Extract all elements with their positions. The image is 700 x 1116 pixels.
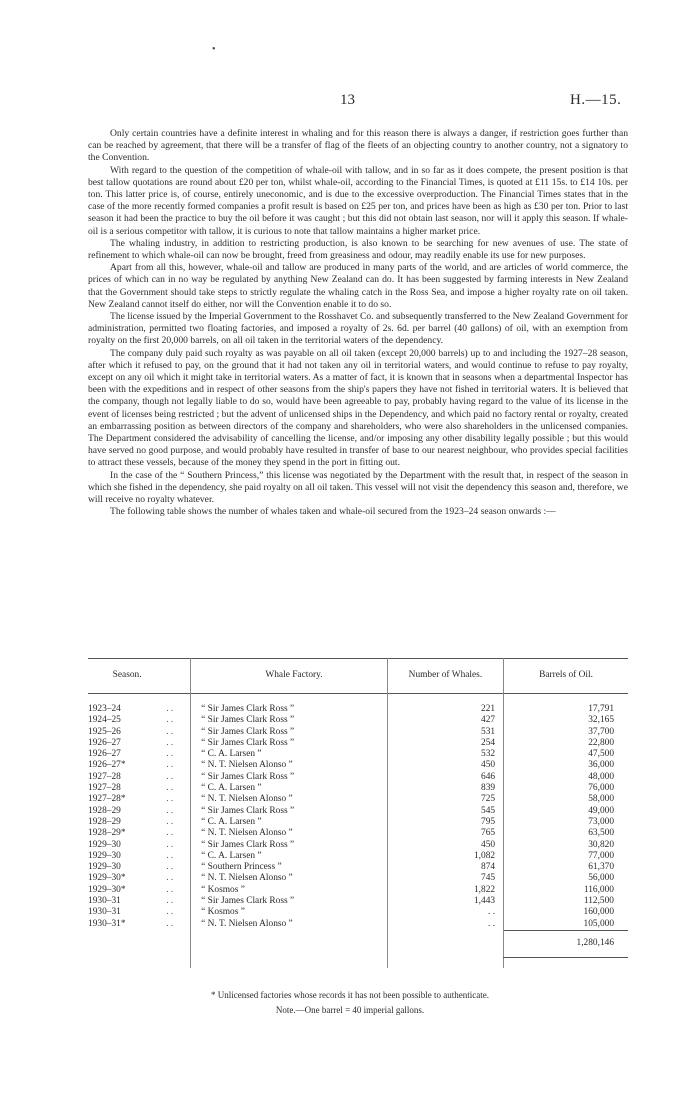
season-dots: . . [166,873,174,884]
whales-cell: . . [387,907,503,918]
season-cell: 1928–29 [88,805,121,816]
table-row [88,794,628,805]
factory-header: Whale Factory. [191,659,388,694]
barrels-cell: 76,000 [504,783,628,794]
table-row [88,760,628,771]
whales-cell: 221 [387,704,503,715]
season-dots: . . [166,805,174,816]
spacer-cell [387,694,503,705]
tail-cell [166,957,190,968]
total-spacer [166,930,190,957]
table-row [88,806,628,817]
spacer-cell [191,694,388,705]
barrels-cell: 63,500 [504,828,628,839]
season-dots: . . [166,704,174,714]
barrels-cell: 73,000 [504,817,628,828]
paragraph: The license issued by the Imperial Government to the Rosshavet Co. and subsequently transferred to the New Zealand Government for administration, permitted two floating factories, and imposed a royalty of 2s. 6d. per barrel (40 gallons) of oil, with an exemption from royalty on the first 20,000 barrels, on all oil taken in the territorial waters of the dependency. [88,311,628,347]
barrels-cell: 47,500 [504,749,628,760]
whales-cell: . . [387,919,503,931]
whales-cell: 1,822 [387,885,503,896]
season-dots: . . [166,918,174,929]
season-cell: 1929–30 [88,850,121,861]
factory-cell: “ N. T. Nielsen Alonso ” [191,760,388,771]
factory-cell: “ N. T. Nielsen Alonso ” [191,919,388,931]
spacer-cell [166,694,190,705]
season-cell: 1930–31* [88,918,126,929]
season-cell: 1928–29* [88,828,126,839]
whales-cell: 765 [387,828,503,839]
paragraph: Apart from all this, however, whale-oil and tallow are produced in many parts of the world, and are articles of world commerce, the prices of which can in no way be regulated by anything New Zealand can do. It has been suggested by farming interests in New Zealand that the Government should take steps to strictly regulate the whaling catch in the Ross Sea, and impose a higher royalty rate on oil taken. New Zealand cannot itself do either, nor will the Convention enable it to do so. [88,262,628,310]
tail-cell [387,957,503,968]
barrels-cell: 112,500 [504,896,628,907]
barrels-cell: 17,791 [504,704,628,715]
paper-reference: H.—15. [570,92,622,108]
factory-cell: “ C. A. Larsen ” [191,851,388,862]
season-dots: . . [166,749,174,760]
barrels-cell: 77,000 [504,851,628,862]
table-row [88,727,628,738]
note: Note.—One barrel = 40 imperial gallons. [275,1005,425,1015]
total-spacer [191,930,388,957]
barrels-cell: 61,370 [504,862,628,873]
whales-cell: 874 [387,862,503,873]
barrels-cell: 116,000 [504,885,628,896]
factory-cell: “ Kosmos ” [191,885,388,896]
whales-cell: 450 [387,840,503,851]
paragraph: With regard to the question of the competition of whale-oil with tallow, and in so far as it does compete, the present position is that best tallow quotations are round about £20 per ton, whilst whale-oil, according to the Financial Times, is quoted at £11 15s. to £14 10s. per ton. This latter price is, of course, entirely uneconomic, and is due to the excessive overproduction. The Financial Times states that in the case of the more recently formed companies a profit result is based on £25 per ton, and prices have been as high as £30 per ton. Prior to last season it had been the practice to buy the oil before it was caught ; but this did not obtain last season, nor will it apply this season. If whale-oil is a serious competitor with tallow, it is curious to note that tallow maintains a higher market price. [88,164,628,237]
table-row [88,738,628,749]
season-cell: 1924–25 [88,715,121,726]
table-row [88,772,628,783]
paragraph: In the case of the “ Southern Princess,” this license was negotiated by the Department with the result that, in respect of the season in which she fished in the dependency, she paid royalty on all oil taken. This vessel will not visit the dependency this season and, therefore, we will receive no royalty whatever. [88,469,628,506]
barrels-cell: 36,000 [504,760,628,771]
season-header: Season. [112,670,142,681]
body-text [88,128,628,519]
table-row [88,873,628,884]
table-row [88,862,628,873]
barrels-header: Barrels of Oil. [504,659,628,694]
season-cell: 1929–30 [88,839,121,850]
tail-cell [504,957,628,968]
page-header [0,92,700,112]
table-row [88,851,628,862]
total-row [88,930,628,957]
barrels-cell: 48,000 [504,772,628,783]
season-dots: . . [166,896,174,907]
factory-cell: “ Sir James Clark Ross ” [191,806,388,817]
table-row [88,704,628,715]
whales-cell: 450 [387,760,503,771]
table-row [88,783,628,794]
barrels-cell: 160,000 [504,907,628,918]
barrels-cell: 22,800 [504,738,628,749]
whales-cell: 1,082 [387,851,503,862]
barrels-cell: 56,000 [504,873,628,884]
table-row [88,749,628,760]
table-body [88,694,628,968]
whales-cell: 795 [387,817,503,828]
season-cell: 1929–30 [88,862,121,873]
factory-cell: “ Sir James Clark Ross ” [191,772,388,783]
header-spacer [166,659,190,694]
season-dots: . . [166,726,174,737]
table-row [88,919,628,931]
factory-cell: “ C. A. Larsen ” [191,817,388,828]
factory-cell: “ Kosmos ” [191,907,388,918]
season-cell: 1926–27 [88,749,121,760]
barrels-cell: 37,700 [504,727,628,738]
season-dots: . . [166,907,174,918]
season-cell: 1929–30* [88,873,126,884]
season-dots: . . [166,737,174,748]
table-tail-row [88,957,628,968]
season-dots: . . [166,816,174,827]
table-row [88,885,628,896]
table-spacer-row [88,694,628,705]
barrels-cell: 49,000 [504,806,628,817]
factory-cell: “ N. T. Nielsen Alonso ” [191,873,388,884]
season-dots: . . [166,839,174,850]
season-cell: 1926–27* [88,760,126,771]
season-dots: . . [166,850,174,861]
season-cell: 1927–28 [88,771,121,782]
table-row [88,907,628,918]
season-dots: . . [166,884,174,895]
tail-cell [88,957,166,968]
factory-cell: “ Sir James Clark Ross ” [191,738,388,749]
factory-cell: “ N. T. Nielsen Alonso ” [191,794,388,805]
page-number: 13 [340,92,355,108]
barrels-cell: 30,820 [504,840,628,851]
whales-cell: 1,443 [387,896,503,907]
spacer-cell [88,694,166,705]
factory-cell: “ Sir James Clark Ross ” [191,840,388,851]
whales-cell: 545 [387,806,503,817]
whales-header: Number of Whales. [387,659,503,694]
season-cell: 1926–27 [88,737,121,748]
season-dots: . . [166,828,174,839]
season-dots: . . [166,783,174,794]
whales-cell: 532 [387,749,503,760]
whales-cell: 427 [387,715,503,726]
season-cell: 1925–26 [88,726,121,737]
whaling-data-table [88,658,628,968]
factory-cell: “ Sir James Clark Ross ” [191,727,388,738]
factory-cell: “ N. T. Nielsen Alonso ” [191,828,388,839]
season-cell: 1927–28* [88,794,126,805]
season-dots: . . [166,862,174,873]
table-row [88,896,628,907]
season-dots: . . [166,715,174,726]
season-cell: 1923–24 [88,704,121,714]
paragraph: Only certain countries have a definite interest in whaling and for this reason there is always a danger, if restriction goes further than can be reached by agreement, that there will be a transfer of flag of the fleets of an objecting country to another country, not a signatory to the Convention. [88,128,628,164]
whales-cell: 254 [387,738,503,749]
tail-cell [191,957,388,968]
season-cell: 1930–31 [88,907,121,918]
paragraph: The whaling industry, in addition to restricting production, is also known to be searching for new avenues of use. The state of refinement to which whale-oil can now be brought, freed from greasiness and odour, may readily enable its use for new purposes. [88,237,628,262]
footnote: * Unlicensed factories whose records it has not been possible to authenticate. [211,990,489,1000]
factory-cell: “ Sir James Clark Ross ” [191,704,388,715]
season-cell: 1927–28 [88,783,121,794]
factory-cell: “ C. A. Larsen ” [191,783,388,794]
factory-cell: “ Sir James Clark Ross ” [191,715,388,726]
season-dots: . . [166,771,174,782]
season-dots: . . [166,794,174,805]
season-dots: . . [166,760,174,771]
season-cell: 1930–31 [88,896,121,907]
factory-cell: “ Sir James Clark Ross ” [191,896,388,907]
factory-cell: “ Southern Princess ” [191,862,388,873]
total-barrels: 1,280,146 [504,930,628,957]
table-header-row [88,659,628,694]
whales-cell: 646 [387,772,503,783]
table-row [88,840,628,851]
barrels-cell: 58,000 [504,794,628,805]
paragraph: The company duly paid such royalty as was payable on all oil taken (except 20,000 barrels) up to and including the 1927–28 season, after which it refused to pay, on the ground that it had not taken any oil in territorial waters, and would continue to refuse to pay royalty, except on any oil which it might take in territorial waters. As a matter of fact, it is known that in seasons when a departmental Inspector has been with the expeditions and in respect of other seasons from the ship's papers they have not fished in territorial waters. It is believed that the company, though not legally liable to do so, would have been agreeable to pay, probably having regard to the value of its license in the event of licenses being restricted ; but the advent of unlicensed ships in the Dependency, and which paid no factory rental or royalty, created an embarrassing position as between directors of the company and shareholders, who were also shareholders in the unlicensed companies. The Department considered the advisability of cancelling the license, and/or imposing any other disability legally possible ; but this would have served no good purpose, and would probably have resulted in transfer of base to our nearest neighbour, who provides special facilities to attract these vessels, because of the money they spend in the port in fitting out. [88,347,628,469]
whales-cell: 725 [387,794,503,805]
table-row [88,715,628,726]
margin-mark: • [212,44,216,55]
table-row [88,817,628,828]
whaling-table [88,658,628,968]
spacer-cell [504,694,628,705]
whales-cell: 839 [387,783,503,794]
barrels-cell: 105,000 [504,919,628,931]
barrels-cell: 32,165 [504,715,628,726]
whales-cell: 745 [387,873,503,884]
total-spacer [387,930,503,957]
paragraph: The following table shows the number of whales taken and whale-oil secured from the 1923–24 season onwards :— [110,506,556,518]
table-row [88,828,628,839]
total-spacer [88,930,166,957]
season-cell: 1929–30* [88,884,126,895]
whales-cell: 531 [387,727,503,738]
factory-cell: “ C. A. Larsen ” [191,749,388,760]
season-cell: 1928–29 [88,816,121,827]
